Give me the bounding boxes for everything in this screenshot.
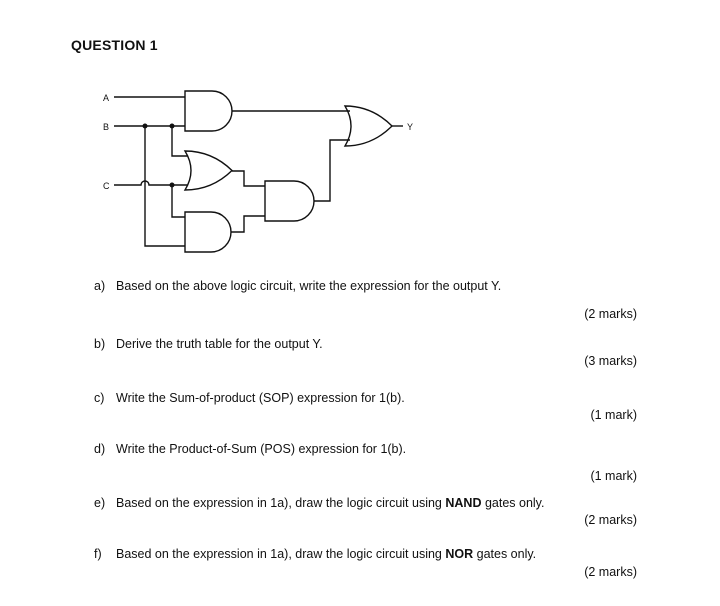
or-gate-2 <box>345 106 392 146</box>
wire-g2-to-g4 <box>232 171 265 186</box>
question-e-text-before: Based on the expression in 1a), draw the logic circuit using <box>116 496 446 510</box>
question-f-bold: NOR <box>445 547 474 561</box>
question-a-marks: (2 marks) <box>584 307 637 321</box>
question-f-text-before: Based on the expression in 1a), draw the logic circuit using <box>116 547 446 561</box>
question-f-label: f) <box>94 547 102 561</box>
question-b <box>94 337 323 351</box>
question-f <box>94 547 536 561</box>
question-c-text: Write the Sum-of-product (SOP) expression for 1(b). <box>116 391 405 405</box>
question-d-marks: (1 mark) <box>590 469 637 483</box>
input-label-a: A <box>103 93 110 103</box>
input-label-b: B <box>103 122 110 132</box>
wire-c-branch <box>172 185 185 217</box>
wire-g4-to-g5 <box>314 140 350 201</box>
output-label-y: Y <box>407 122 414 132</box>
input-label-c: C <box>103 181 110 191</box>
question-e-text-after: gates only. <box>481 496 545 510</box>
question-a-text: Based on the above logic circuit, write the expression for the output Y. <box>116 279 502 293</box>
question-c <box>94 391 405 405</box>
question-title: QUESTION 1 <box>71 37 158 53</box>
wire-b-branch-1 <box>145 126 185 246</box>
junction-b-1 <box>143 124 148 129</box>
question-b-text: Derive the truth table for the output Y. <box>116 337 323 351</box>
and-gate-3 <box>265 181 314 221</box>
question-d-label: d) <box>94 442 106 456</box>
junction-b-2 <box>170 124 175 129</box>
logic-circuit-diagram <box>0 0 720 270</box>
question-e-bold: NAND <box>445 496 482 510</box>
wire-c <box>114 181 188 185</box>
question-e-marks: (2 marks) <box>584 513 637 527</box>
question-e <box>94 496 544 510</box>
question-c-label: c) <box>94 391 105 405</box>
question-f-marks: (2 marks) <box>584 565 637 579</box>
question-a <box>94 279 501 293</box>
question-d-text: Write the Product-of-Sum (POS) expression for 1(b). <box>116 442 407 456</box>
question-b-label: b) <box>94 337 106 351</box>
junction-c <box>170 183 175 188</box>
question-a-label: a) <box>94 279 106 293</box>
question-c-marks: (1 mark) <box>590 408 637 422</box>
question-e-label: e) <box>94 496 106 510</box>
and-gate-1 <box>185 91 232 131</box>
question-f-text-after: gates only. <box>473 547 537 561</box>
and-gate-2 <box>185 212 231 252</box>
question-b-marks: (3 marks) <box>584 354 637 368</box>
question-d <box>94 442 406 456</box>
or-gate-1 <box>185 151 232 190</box>
wire-g3-to-g4 <box>231 216 265 232</box>
